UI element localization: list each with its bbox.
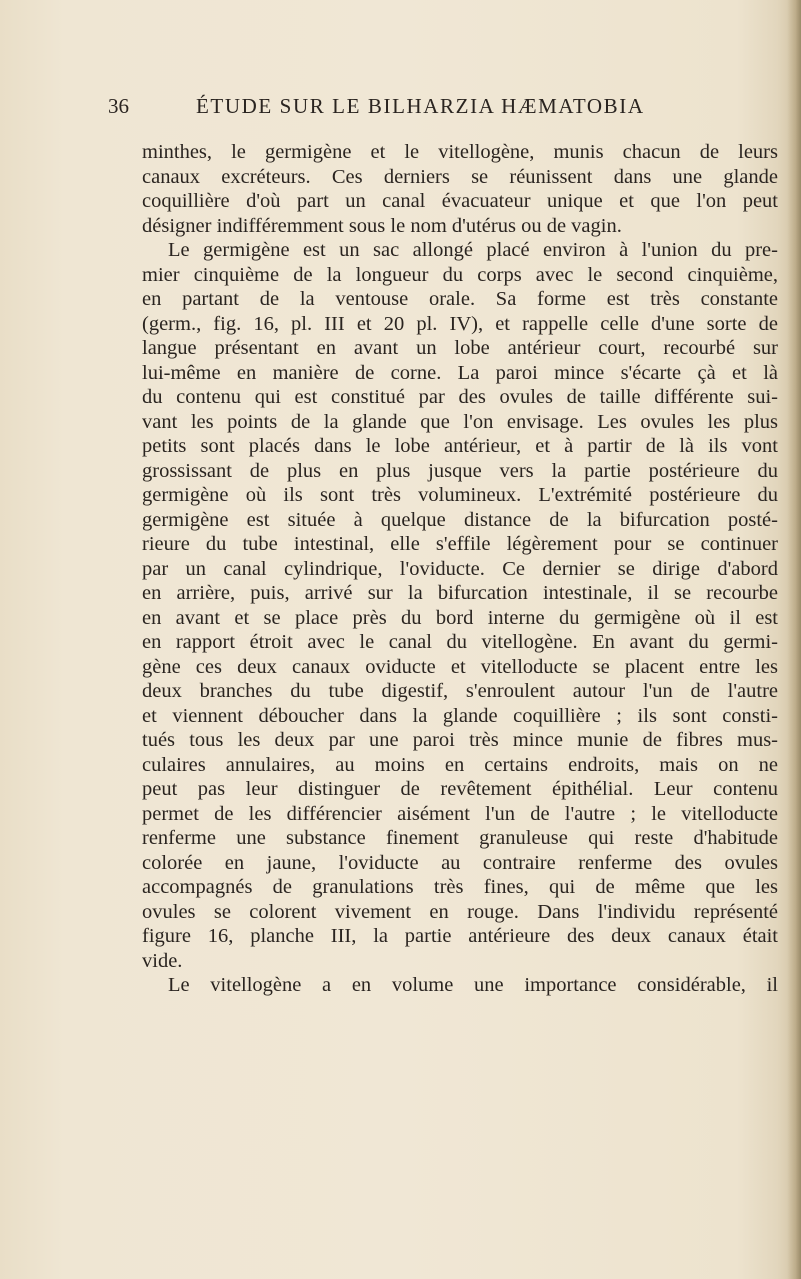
text-line: en avant et se place près du bord interne du germigène où il est xyxy=(142,606,778,629)
page-edge-shadow xyxy=(787,0,801,1279)
text-line: vant les points de la glande que l'on envisage. Les ovules les plus xyxy=(142,410,778,433)
text-line: (germ., fig. 16, pl. III et 20 pl. IV), et rappelle celle d'une sorte de xyxy=(142,312,778,335)
running-title: ÉTUDE SUR LE BILHARZIA HÆMATOBIA xyxy=(196,94,645,118)
text-line: langue présentant en avant un lobe antérieur court, recourbé sur xyxy=(142,337,778,359)
text-line: culaires annulaires, au moins en certains endroits, mais on ne xyxy=(142,753,778,776)
text-line: peut pas leur distinguer de revêtement épithélial. Leur contenu xyxy=(142,778,778,800)
text-line: vide. xyxy=(142,949,183,972)
text-line: et viennent déboucher dans la glande coquillière ; ils sont consti- xyxy=(142,704,778,727)
page-number: 36 xyxy=(108,94,129,118)
text-line: Le germigène est un sac allongé placé environ à l'union du pre- xyxy=(168,239,778,261)
text-line: coquillière d'où part un canal évacuateur unique et que l'on peut xyxy=(142,190,778,212)
text-line: désigner indifféremment sous le nom d'utérus ou de vagin. xyxy=(142,214,622,237)
text-line: rieure du tube intestinal, elle s'effile légèrement pour se continuer xyxy=(142,533,778,555)
body-text xyxy=(142,140,778,998)
text-line: accompagnés de granulations très fines, qui de même que les xyxy=(142,876,778,898)
text-line: du contenu qui est constitué par des ovules de taille différente sui- xyxy=(142,386,778,408)
text-line: grossissant de plus en plus jusque vers la partie postérieure du xyxy=(142,459,778,482)
text-line: permet de les différencier aisément l'un de l'autre ; le vitelloducte xyxy=(142,802,778,825)
text-line: germigène est située à quelque distance de la bifurcation posté- xyxy=(142,508,778,531)
page-header xyxy=(108,94,768,124)
text-line: tués tous les deux par une paroi très mince munie de fibres mus- xyxy=(142,729,778,751)
text-line: canaux excréteurs. Ces derniers se réunissent dans une glande xyxy=(142,165,778,188)
text-line: en arrière, puis, arrivé sur la bifurcation intestinale, il se recourbe xyxy=(142,582,778,604)
text-line: Le vitellogène a en volume une importance considérable, il xyxy=(168,974,778,996)
text-line: minthes, le germigène et le vitellogène, munis chacun de leurs xyxy=(142,141,778,163)
text-line: figure 16, planche III, la partie antérieure des deux canaux était xyxy=(142,925,778,947)
text-line: colorée en jaune, l'oviducte au contraire renferme des ovules xyxy=(142,851,778,874)
text-line: gène ces deux canaux oviducte et vitelloducte se placent entre les xyxy=(142,655,778,678)
text-line: en rapport étroit avec le canal du vitellogène. En avant du germi- xyxy=(142,631,778,653)
text-line: mier cinquième de la longueur du corps avec le second cinquième, xyxy=(142,263,778,286)
text-line: ovules se colorent vivement en rouge. Dans l'individu représenté xyxy=(142,900,778,923)
text-line: en partant de la ventouse orale. Sa forme est très constante xyxy=(142,288,778,310)
text-line: par un canal cylindrique, l'oviducte. Ce dernier se dirige d'abord xyxy=(142,557,778,580)
text-line: renferme une substance finement granuleuse qui reste d'habitude xyxy=(142,827,778,849)
text-line: deux branches du tube digestif, s'enroulent autour l'un de l'autre xyxy=(142,680,778,702)
text-line: lui-même en manière de corne. La paroi mince s'écarte çà et là xyxy=(142,361,778,384)
text-line: germigène où ils sont très volumineux. L'extrémité postérieure du xyxy=(142,484,778,506)
text-line: petits sont placés dans le lobe antérieur, et à partir de là ils vont xyxy=(142,435,778,457)
